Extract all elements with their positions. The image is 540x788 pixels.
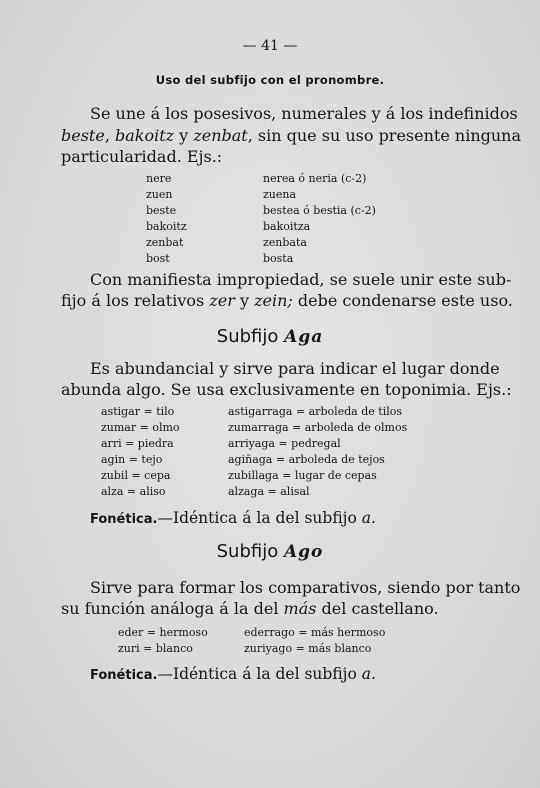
example-word: nere: [146, 172, 172, 185]
paragraph-line: [61, 598, 439, 619]
example-word: zuri = blanco: [118, 642, 193, 655]
text: del castellano.: [316, 599, 439, 618]
term: beste: [61, 126, 105, 145]
term: bakoitz: [115, 126, 175, 145]
example-form: arriyaga = pedregal: [228, 437, 341, 450]
example-word: bost: [146, 252, 170, 265]
text: ,: [104, 126, 115, 145]
example-form: ederrago = más hermoso: [244, 626, 386, 639]
example-form: zuena: [263, 188, 297, 201]
example-word: bakoitz: [146, 220, 187, 233]
text: fijo á los relativos: [61, 291, 210, 310]
example-word: zumar = olmo: [101, 421, 180, 434]
term: zein;: [254, 291, 293, 310]
example-word: astigar = tilo: [101, 405, 175, 418]
example-list-left: [146, 171, 187, 267]
fonetica-text: —Idéntica á la del subfijo: [157, 665, 362, 683]
fonetica-line: [90, 665, 376, 683]
term: a.: [361, 509, 376, 527]
text: y: [174, 126, 194, 145]
example-word: agin = tejo: [101, 453, 163, 466]
example-word: zubil = cepa: [101, 469, 171, 482]
section-heading: [0, 541, 540, 562]
heading-suffix: Ago: [283, 542, 324, 562]
term: zer: [209, 291, 235, 310]
paragraph-line: Con manifiesta impropiedad, se suele unir este sub-: [90, 270, 512, 289]
example-form: zenbata: [263, 236, 307, 249]
fonetica-label: Fonética.: [90, 668, 158, 683]
paragraph-line: [61, 290, 513, 311]
example-form: zubillaga = lugar de cepas: [228, 469, 377, 482]
example-form: bestea ó bestia (c-2): [263, 204, 376, 217]
example-list-right: [228, 404, 407, 500]
example-form: zumarraga = arboleda de olmos: [228, 421, 408, 434]
paragraph-line: Se une á los posesivos, numerales y á los indefinidos: [90, 104, 518, 123]
text: debe condenarse este uso.: [292, 291, 513, 310]
example-list-left: [118, 625, 208, 657]
section-title: Uso del subfijo con el pronombre.: [155, 73, 385, 87]
heading-suffix: Aga: [284, 327, 324, 347]
example-form: bosta: [263, 252, 294, 265]
term: más: [283, 599, 317, 618]
fonetica-line: [90, 509, 376, 527]
example-form: nerea ó neria (c-2): [263, 172, 367, 185]
term: zenbat: [193, 126, 248, 145]
example-word: eder = hermoso: [118, 626, 208, 639]
text: y: [234, 291, 255, 310]
section-heading: [0, 326, 540, 347]
example-list-right: [263, 171, 376, 267]
text: su función análoga á la del: [61, 599, 284, 618]
example-list-right: [244, 625, 385, 657]
term: a.: [361, 665, 376, 683]
example-list-left: [101, 404, 180, 500]
fonetica-text: —Idéntica á la del subfijo: [157, 509, 362, 527]
example-word: zuen: [146, 188, 173, 201]
example-word: arri = piedra: [101, 437, 174, 450]
paragraph-line: abunda algo. Se usa exclusivamente en toponimia. Ejs.:: [61, 380, 512, 399]
heading-word: Subfijo: [216, 326, 279, 347]
example-form: agiñaga = arboleda de tejos: [228, 453, 385, 466]
paragraph-line: [61, 125, 521, 146]
example-form: alzaga = alisal: [228, 485, 310, 498]
paragraph-line: Es abundancial y sirve para indicar el lugar donde: [90, 359, 500, 378]
heading-word: Subfijo: [216, 541, 279, 562]
example-form: zuriyago = más blanco: [244, 642, 372, 655]
page-number: — 41 —: [242, 38, 298, 54]
example-form: bakoitza: [263, 220, 311, 233]
paragraph-line: particularidad. Ejs.:: [61, 147, 223, 166]
example-word: alza = aliso: [101, 485, 166, 498]
example-form: astigarraga = arboleda de tilos: [228, 405, 403, 418]
paragraph-line: Sirve para formar los comparativos, siendo por tanto: [90, 578, 521, 597]
example-word: zenbat: [146, 236, 184, 249]
fonetica-label: Fonética.: [90, 512, 158, 527]
example-word: beste: [146, 204, 177, 217]
text: , sin que su uso presente ninguna: [247, 126, 522, 145]
